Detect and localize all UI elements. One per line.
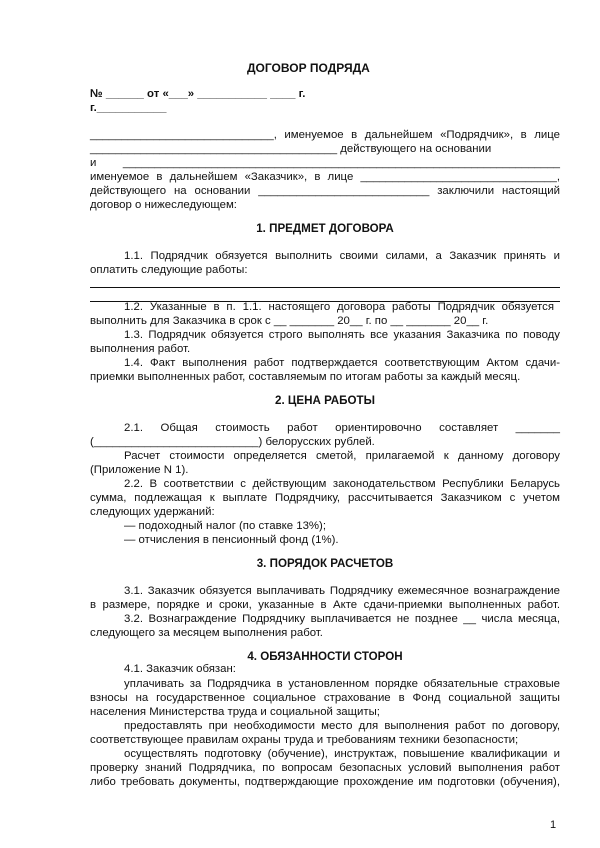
section-3-heading: 3. ПОРЯДОК РАСЧЕТОВ [256,557,394,570]
clause-2-1-line-1: 2.1. Общая стоимость работ ориентировочно составляет _______ [124,422,560,434]
parties-line-6: договор о нижеследующем: [90,199,237,211]
clause-1-1-line-1: 1.1. Подрядчик обязуется выполнить своими силами, а Заказчик принять и [124,250,560,262]
page-number: 1 [550,819,557,831]
clause-1-2-line-2: выполнить для Заказчика в срок с __ _______ 20__ г. по __ _______ 20__ г. [90,315,489,327]
clause-3-1-line-2: в размере, порядке и сроки, указанные в Акте сдачи-приемки выполненных работ. [90,599,560,611]
deduction-item-1: — подоходный налог (по ставке 13%); [124,520,327,532]
clause-2-2-line-3: следующих удержаний: [90,506,215,518]
calculation-line-2: (Приложение N 1). [90,464,189,476]
clause-1-4-line-1: 1.4. Факт выполнения работ подтверждается соответствующим Актом сдачи- [124,357,560,369]
parties-line-3: и _____________________________________________________________________ [90,157,560,169]
clause-4-1: 4.1. Заказчик обязан: [124,663,236,675]
duty-c-line-3: либо требовать документы, подтверждающие прохождение им подготовки (обучения), [90,776,560,788]
contract-number-line: № ______ от «___» ___________ ____ г. [90,88,306,100]
clause-2-2-line-1: 2.2. В соответствии с действующим законодательством Республики Беларусь [124,478,560,490]
duty-a-line-1: уплачивать за Подрядчика в установленном порядке обязательные страховые [124,678,560,690]
parties-line-2: _______________________________________ действующего на основании [90,143,492,155]
parties-line-1: _____________________________, именуемое в дальнейшем «Подрядчик», в лице [90,129,560,141]
clause-1-2-line-1: 1.2. Указанные в п. 1.1. настоящего договора работы Подрядчик обязуется [124,301,554,313]
duty-a-line-3: населения Министерства труда и социальной защиты; [90,706,380,718]
clause-3-1-line-1: 3.1. Заказчик обязуется выплачивать Подрядчику ежемесячное вознаграждение [124,585,560,597]
section-4-heading: 4. ОБЯЗАННОСТИ СТОРОН [247,650,403,663]
clause-1-3-line-1: 1.3. Подрядчик обязуется строго выполнять все указания Заказчика по поводу [124,329,560,341]
clause-3-2-line-2: следующего за месяцем выполнения работ. [90,627,323,639]
parties-line-4: именуемое в дальнейшем «Заказчик», в лице _______________________________, [90,171,560,183]
clause-1-1-line-2: оплатить следующие работы: [90,264,248,276]
parties-line-5: действующего на основании ___________________________ заключили настоящий [90,185,560,197]
duty-c-line-2: проверку знаний Подрядчика, по вопросам безопасных условий выполнения работ [90,762,560,774]
duty-a-line-2: взносы на государственное социальное страхование в Фонд социальной защиты [90,692,560,704]
calculation-line-1: Расчет стоимости определяется сметой, прилагаемой к данному договору [124,450,560,462]
section-1-heading: 1. ПРЕДМЕТ ДОГОВОРА [256,222,394,235]
clause-2-2-line-2: сумма, подлежащая к выплате Подрядчику, рассчитывается Заказчиком с учетом [90,492,560,504]
clause-1-4-line-2: приемки выполненных работ, составляемым по итогам работы за каждый месяц. [90,371,521,383]
document-title: ДОГОВОР ПОДРЯДА [247,61,370,75]
clause-1-3-line-2: выполнения работ. [90,343,191,355]
duty-b-line-2: соответствующее правилам охраны труда и требованиям техники безопасности; [90,734,519,746]
section-2-heading: 2. ЦЕНА РАБОТЫ [275,394,375,407]
clause-3-2-line-1: 3.2. Вознаграждение Подрядчику выплачивается не позднее __ числа месяца, [124,613,560,625]
deduction-item-2: — отчисления в пенсионный фонд (1%). [124,534,339,546]
contract-city-line: г.___________ [90,102,167,114]
clause-2-1-line-2: (__________________________) белорусских рублей. [90,436,375,448]
blank-line-1 [90,287,560,288]
duty-c-line-1: осуществлять подготовку (обучение), инструктаж, повышение квалификации и [124,748,560,760]
duty-b-line-1: предоставлять при необходимости место для выполнения работ по договору, [124,720,560,732]
